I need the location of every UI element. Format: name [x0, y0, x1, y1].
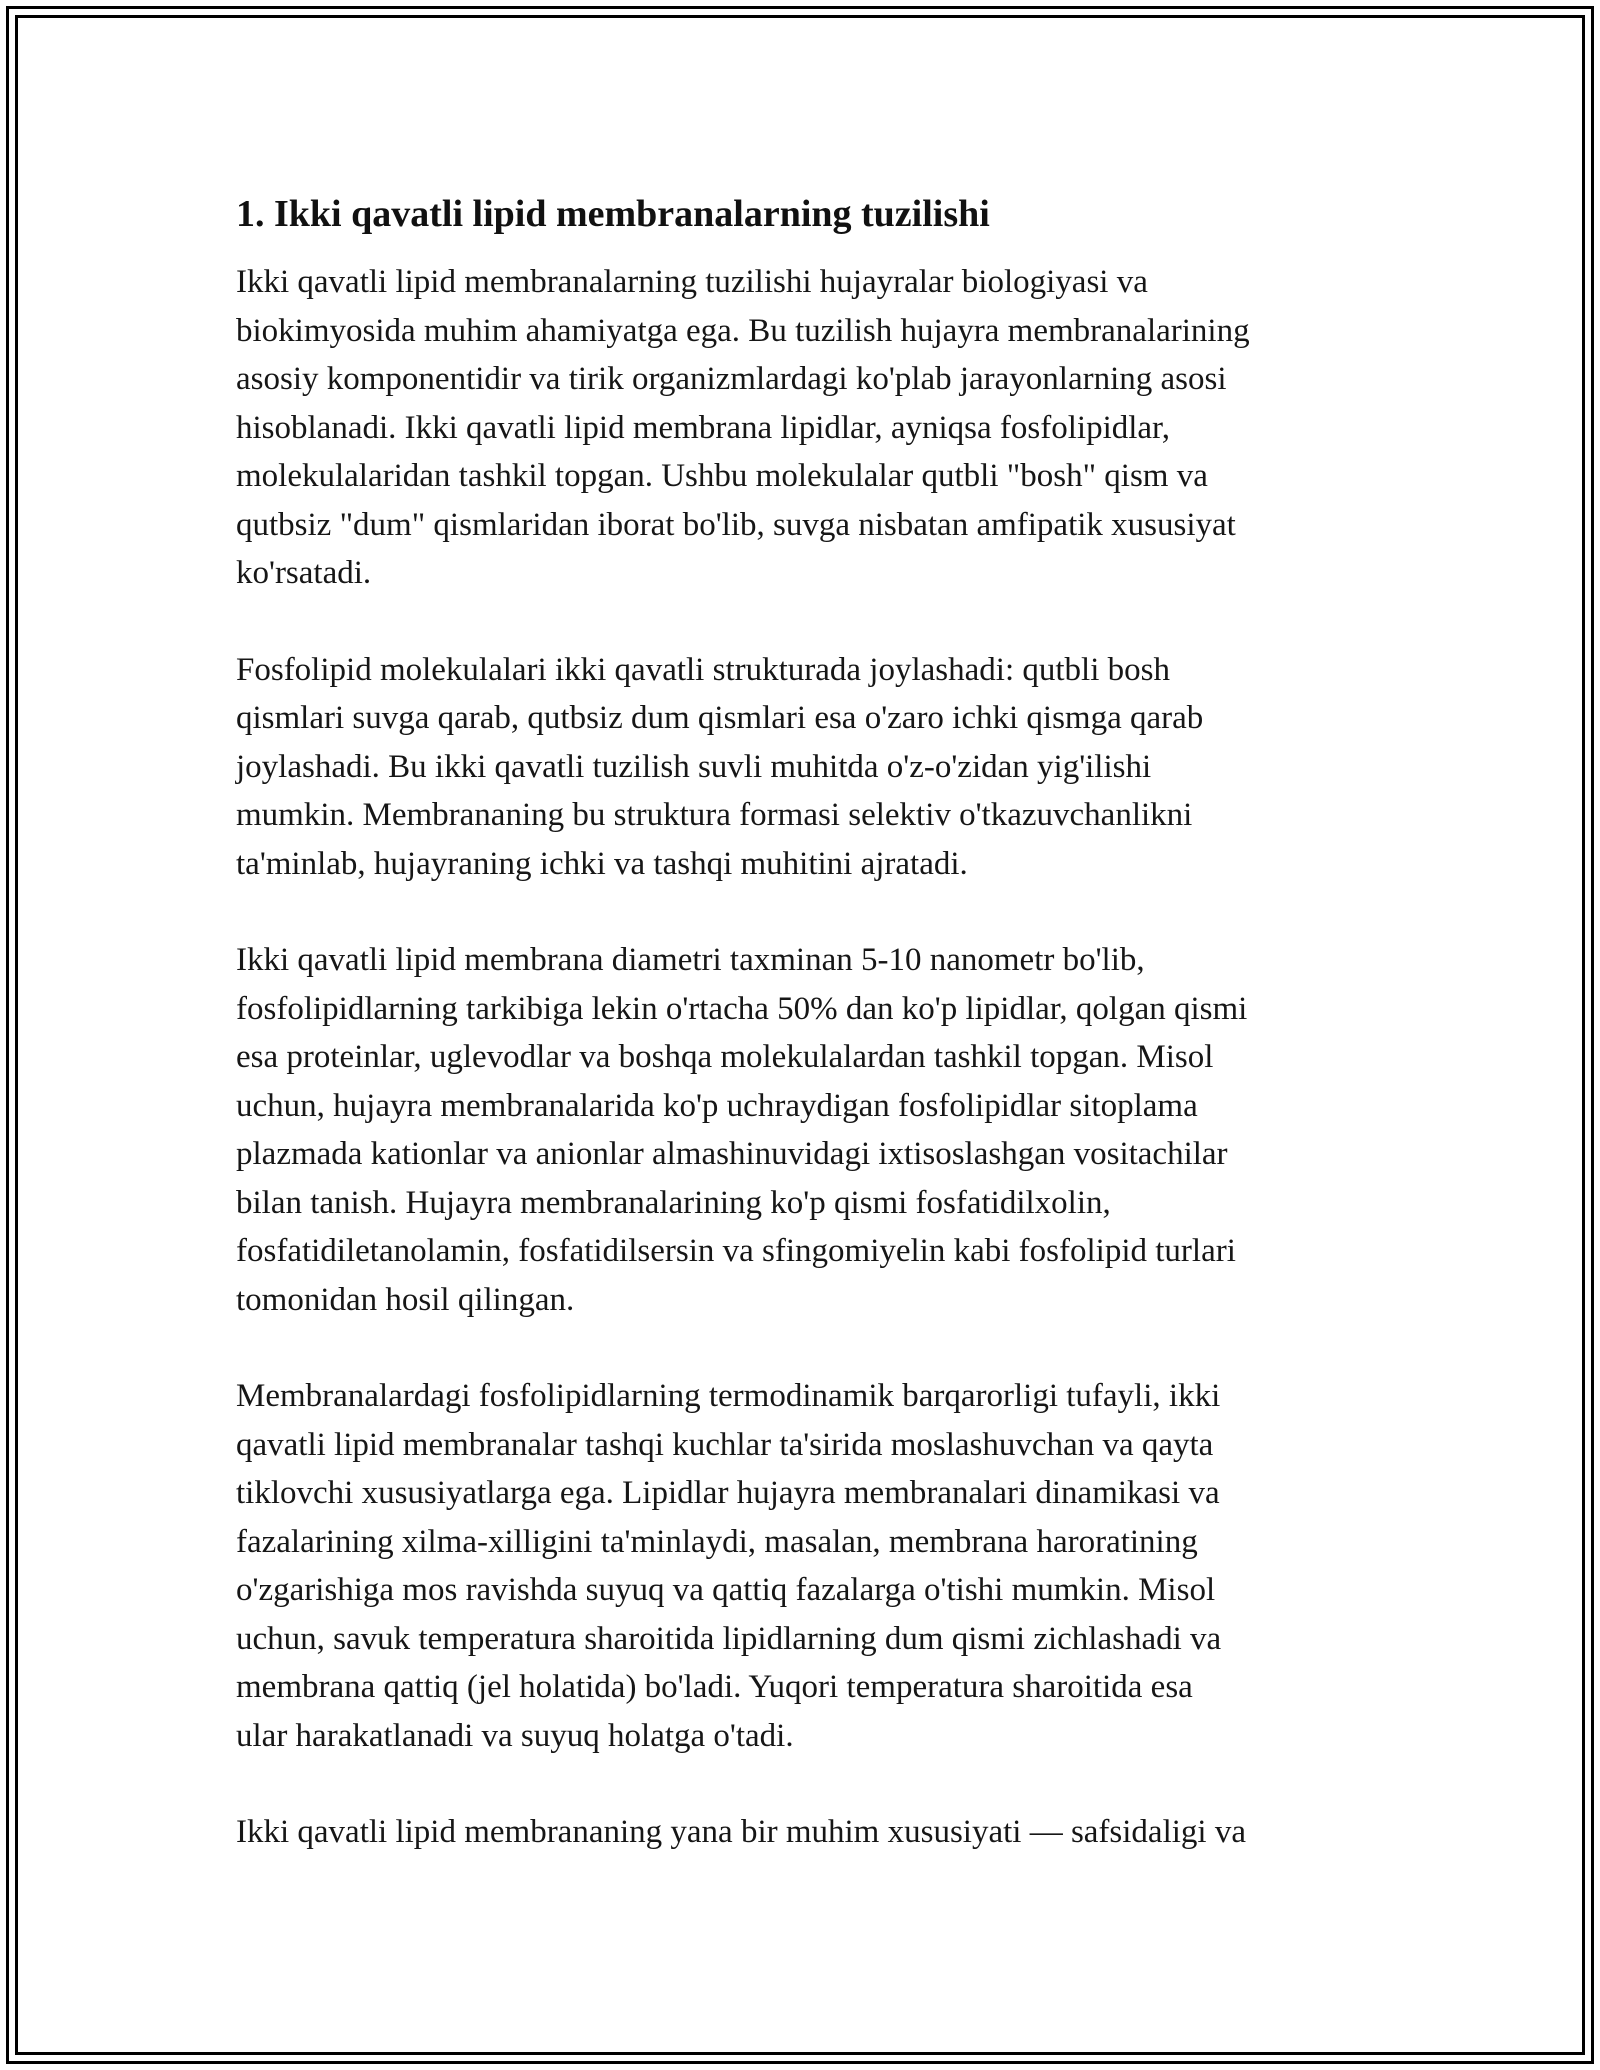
paragraph-5: Ikki qavatli lipid membrananing yana bir muhim xususiyati — safsidaligi va — [236, 1814, 1246, 1850]
paragraph-3: Ikki qavatli lipid membrana diametri taxminan 5-10 nanometr bo'lib, fosfolipidlarning tarkibiga lekin o'rtacha 50% dan ko'p lipidlar, qolgan qismi esa proteinlar, uglevodlar va boshqa molekulalardan tashkil topgan. Misol uchun, hujayra membranalarida ko'p uchraydigan fosfolipidlar sitoplama plazmada kationlar va anionlar almashinuvidagi ixtisoslashgan vositachilar bilan tanish. Hujayra membranalarining ko'p qismi fosfatidilxolin, fosfatidiletanolamin, fosfatidilsersin va sfingomiyelin kabi fosfolipid turlari tomonidan hosil qilingan. — [236, 942, 1248, 1318]
paragraph-4: Membranalardagi fosfolipidlarning termodinamik barqarorligi tufayli, ikki qavatli lipid membranalar tashqi kuchlar ta'sirida moslashuvchan va qayta tiklovchi xususiyatlarga ega. Lipidlar hujayra membranalari dinamikasi va fazalarining xilma-xilligini ta'minlaydi, masalan, membrana haroratining o'zgarishiga mos ravishda suyuq va qattiq fazalarga o'tishi mumkin. Misol uchun, savuk temperatura sharoitida lipidlarning dum qismi zichlashadi va membrana qattiq (jel holatida) bo'ladi. Yuqori temperatura sharoitida esa ular harakatlanadi va suyuq holatga o'tadi. — [236, 1378, 1222, 1754]
paragraph-2: Fosfolipid molekulalari ikki qavatli strukturada joylashadi: qutbli bosh qismlari suvga qarab, qutbsiz dum qismlari esa o'zaro ichki qismga qarab joylashadi. Bu ikki qavatli tuzilish suvli muhitda o'z-o'zidan yig'ilishi mumkin. Membrananing bu struktura formasi selektiv o'tkazuvchanlikni ta'minlab, hujayraning ichki va tashqi muhitini ajratadi. — [236, 651, 1204, 882]
paragraph-1: Ikki qavatli lipid membranalarning tuzilishi hujayralar biologiyasi va biokimyosida muhim ahamiyatga ega. Bu tuzilish hujayra membranalarining asosiy komponentidir va tirik organizmlardagi ko'plab jarayonlarning asosi hisoblanadi. Ikki qavatli lipid membrana lipidlar, ayniqsa fosfolipidlar, molekulalaridan tashkil topgan. Ushbu molekulalar qutbli "bosh" qism va qutbsiz "dum" qismlaridan iborat bo'lib, suvga nisbatan amfipatik xususiyat ko'rsatadi. — [236, 264, 1250, 591]
section-heading: 1. Ikki qavatli lipid membranalarning tuzilishi — [236, 193, 990, 235]
document-body — [236, 190, 1366, 1905]
